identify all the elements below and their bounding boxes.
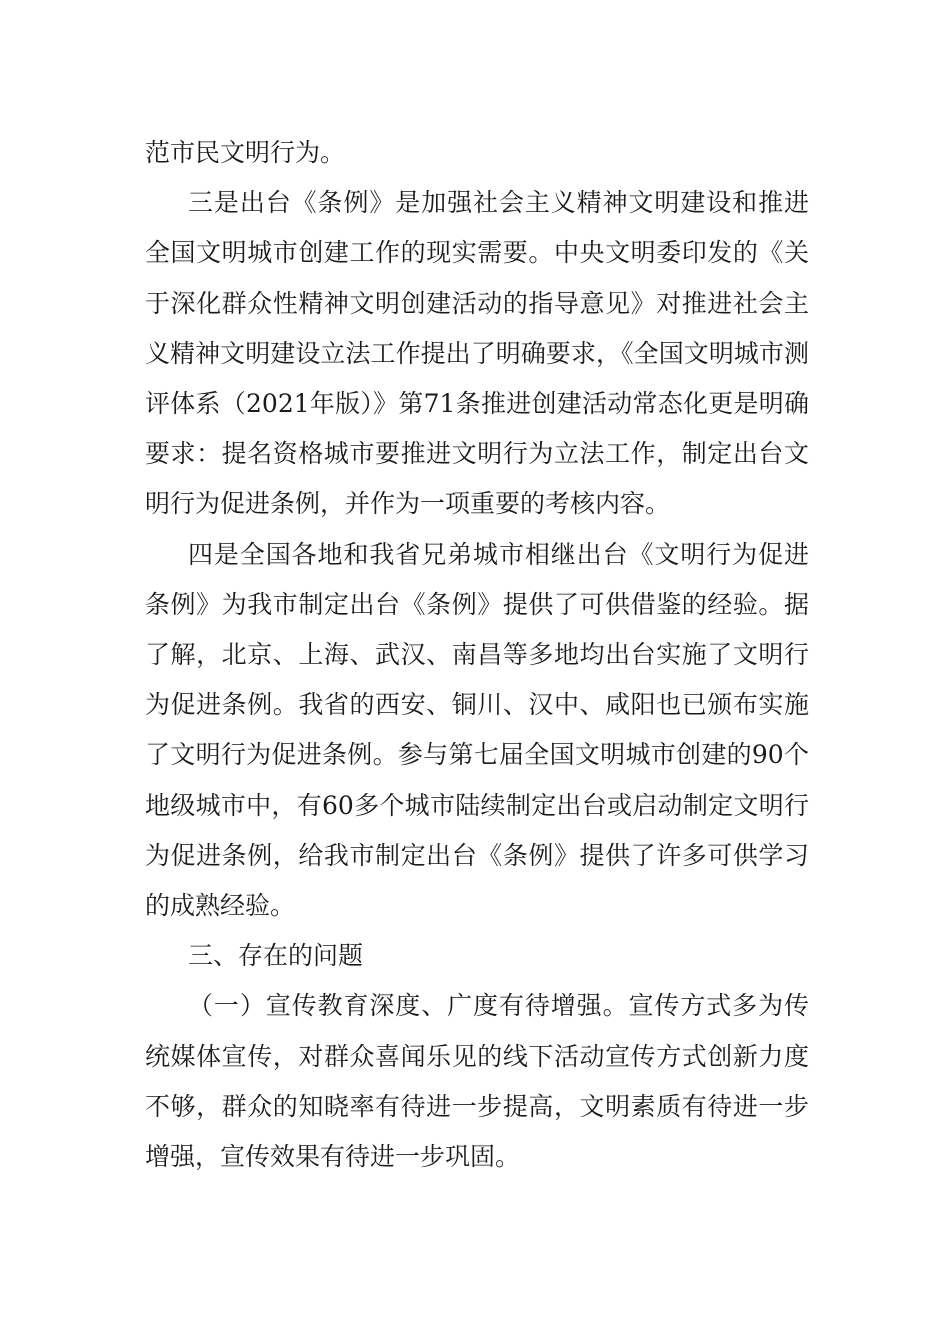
paragraph-continuation: 范市民文明行为。 bbox=[145, 138, 346, 167]
paragraph-other-cities-experience: 四是全国各地和我省兄弟城市相继出台《文明行为促进条例》为我市制定出台《条例》提供了可供借鉴的经验。据了解，北京、上海、武汉、南昌等多地均出台实施了文明行为促进条例。我省的西安、铜川、汉中、咸阳也已颁布实施了文明行为促进条例。参与第七届全国文明城市创建的90个地级城市中，有60多个城市陆续制定出台或启动制定文明行为促进条例，给我市制定出台《条例》提供了许多可供学习的成熟经验。 bbox=[145, 539, 809, 921]
paragraph-regulation-necessity: 三是出台《条例》是加强社会主义精神文明建设和推进全国文明城市创建工作的现实需要。中央文明委印发的《关于深化群众性精神文明创建活动的指导意见》对推进社会主义精神文明建设立法工作提出了明确要求，《全国文明城市测评体系（2021年版）》第71条推进创建活动常态化更是明确要求：提名资格城市要推进文明行为立法工作，制定出台文明行为促进条例，并作为一项重要的考核内容。 bbox=[145, 188, 809, 519]
section-heading-problems: 三、存在的问题 bbox=[188, 941, 364, 971]
document-body bbox=[145, 128, 809, 1182]
paragraph-publicity-issue: （一）宣传教育深度、广度有待增强。宣传方式多为传统媒体宣传，对群众喜闻乐见的线下活动宣传方式创新力度不够，群众的知晓率有待进一步提高，文明素质有待进一步增强，宣传效果有待进一步巩固。 bbox=[145, 991, 809, 1172]
